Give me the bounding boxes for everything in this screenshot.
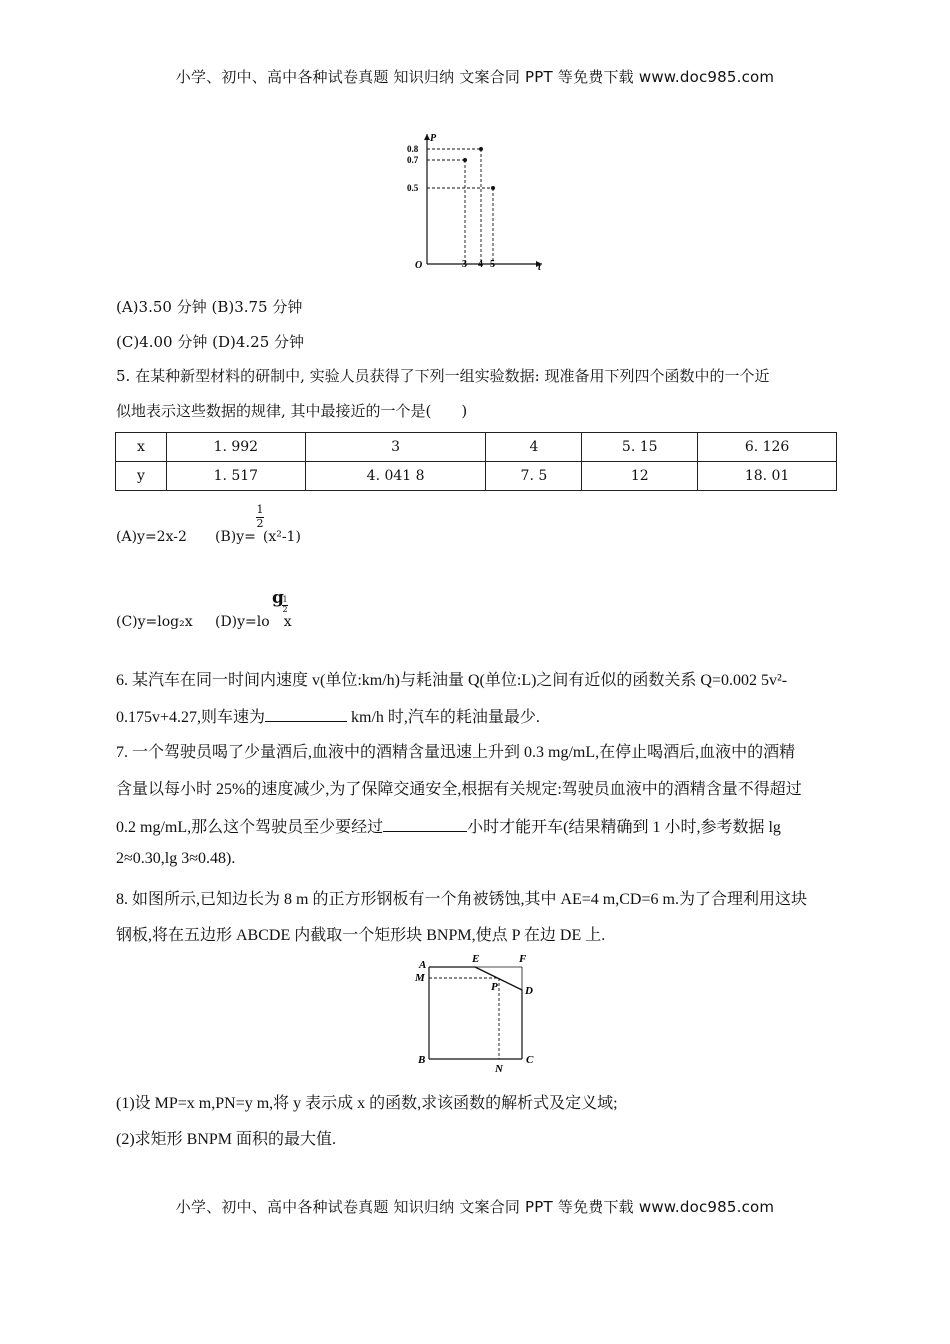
- option-b-prefix: (B)y=: [215, 529, 256, 545]
- q5-option-d: [215, 614, 292, 630]
- table-cell: 1. 517: [166, 462, 305, 491]
- q5-text-line2: 似地表示这些数据的规律, 其中最接近的一个是( ): [116, 402, 468, 420]
- q7-text-line4: 2≈0.30,lg 3≈0.48).: [116, 850, 236, 867]
- q8-text-line2: 钢板,将在五边形 ABCDE 内截取一个矩形块 BNPM,使点 P 在边 DE 上.: [116, 927, 606, 944]
- origin-label: O: [415, 260, 423, 271]
- q5-option-a: (A)y=2x-2: [116, 529, 187, 545]
- page-header: 小学、初中、高中各种试卷真题 知识归纳 文案合同 PPT 等免费下载 www.doc985.com: [175, 68, 775, 86]
- exponent-numerator: 1: [256, 503, 264, 516]
- point-5: [491, 186, 495, 190]
- q7-answer-blank[interactable]: [383, 816, 467, 832]
- page-footer: 小学、初中、高中各种试卷真题 知识归纳 文案合同 PPT 等免费下载 www.doc985.com: [175, 1198, 775, 1216]
- table-row-y: [116, 462, 837, 491]
- table-cell: y: [116, 462, 167, 491]
- table-cell: 4: [486, 433, 582, 462]
- point-4: [479, 147, 483, 151]
- y-tick-0.7: 0.7: [407, 155, 419, 165]
- q7-text-line3: [116, 814, 781, 837]
- table-cell: 3: [305, 433, 486, 462]
- q4-options-row2: (C)4.00 分钟 (D)4.25 分钟: [116, 333, 305, 351]
- x-axis-label: t: [538, 262, 541, 273]
- q6-line2-suffix: km/h 时,汽车的耗油量最少.: [347, 709, 540, 726]
- q4-options-row1: (A)3.50 分钟 (B)3.75 分钟: [116, 298, 303, 316]
- q8-subquestion-1: (1)设 MP=x m,PN=y m,将 y 表示成 x 的函数,求该函数的解析式及定义域;: [116, 1095, 618, 1112]
- q5-option-d-base: [282, 596, 288, 614]
- label-a: A: [419, 959, 427, 971]
- label-b: B: [418, 1054, 426, 1066]
- q5-option-b-exponent: [256, 504, 264, 529]
- q6-text-line2: [116, 704, 540, 727]
- exponent-denominator: 2: [256, 517, 264, 530]
- y-tick-0.5: 0.5: [407, 183, 419, 193]
- x-tick-3: 3: [462, 259, 467, 270]
- table-cell: 1. 992: [166, 433, 305, 462]
- q7-text-line2: 含量以每小时 25%的速度减少,为了保障交通安全,根据有关规定:驾驶员血液中的酒精含量不得超过: [116, 781, 802, 798]
- q5-text-line1: 5. 在某种新型材料的研制中, 实验人员获得了下列一组实验数据: 现准备用下列四个函数中的一个近: [116, 367, 770, 385]
- q8-subquestion-2: (2)求矩形 BNPM 面积的最大值.: [116, 1131, 337, 1148]
- q5-data-table: [115, 432, 837, 491]
- x-tick-5: 5: [490, 259, 495, 270]
- table-cell: 18. 01: [698, 462, 837, 491]
- step-function-graph: [400, 128, 550, 273]
- label-c: C: [526, 1054, 534, 1066]
- q7-line3-suffix: 小时才能开车(结果精确到 1 小时,参考数据 lg: [467, 819, 781, 836]
- y-axis-label: P: [430, 133, 437, 144]
- q6-answer-blank[interactable]: [265, 706, 347, 722]
- label-p: P: [491, 981, 498, 993]
- label-e: E: [472, 953, 480, 965]
- table-cell: 7. 5: [486, 462, 582, 491]
- base-denominator: 2: [282, 605, 288, 614]
- q5-option-d-g: g: [272, 588, 284, 608]
- base-numerator: 1: [282, 595, 288, 604]
- q7-text-line1: 7. 一个驾驶员喝了少量酒后,血液中的酒精含量迅速上升到 0.3 mg/mL,在停止喝酒后,血液中的酒精: [116, 744, 796, 761]
- q6-line2-prefix: 0.175v+4.27,则车速为: [116, 709, 266, 726]
- option-d-body: x: [283, 614, 292, 630]
- q7-line3-prefix: 0.2 mg/mL,那么这个驾驶员至少要经过: [116, 819, 384, 836]
- label-f: F: [519, 953, 527, 965]
- q5-option-c: (C)y=log₂x: [116, 614, 193, 630]
- point-3: [463, 158, 467, 162]
- table-cell: 6. 126: [698, 433, 837, 462]
- y-tick-0.8: 0.8: [407, 144, 419, 154]
- table-cell: 5. 15: [582, 433, 698, 462]
- label-n: N: [495, 1063, 503, 1075]
- table-row-x: [116, 433, 837, 462]
- q5-option-b: [215, 529, 301, 545]
- table-cell: x: [116, 433, 167, 462]
- x-tick-4: 4: [478, 259, 483, 270]
- table-cell: 4. 041 8: [305, 462, 486, 491]
- option-d-prefix: (D)y=lo: [215, 614, 270, 630]
- q6-text-line1: 6. 某汽车在同一时间内速度 v(单位:km/h)与耗油量 Q(单位:L)之间有近似的函数关系 Q=0.002 5v²-: [116, 672, 788, 689]
- square-plate-figure: [410, 950, 545, 1075]
- q8-text-line1: 8. 如图所示,已知边长为 8 m 的正方形钢板有一个角被锈蚀,其中 AE=4 m,CD=6 m.为了合理利用这块: [116, 891, 807, 908]
- label-m: M: [415, 972, 425, 984]
- label-d: D: [525, 985, 533, 997]
- table-cell: 12: [582, 462, 698, 491]
- option-b-body: (x²-1): [262, 529, 301, 545]
